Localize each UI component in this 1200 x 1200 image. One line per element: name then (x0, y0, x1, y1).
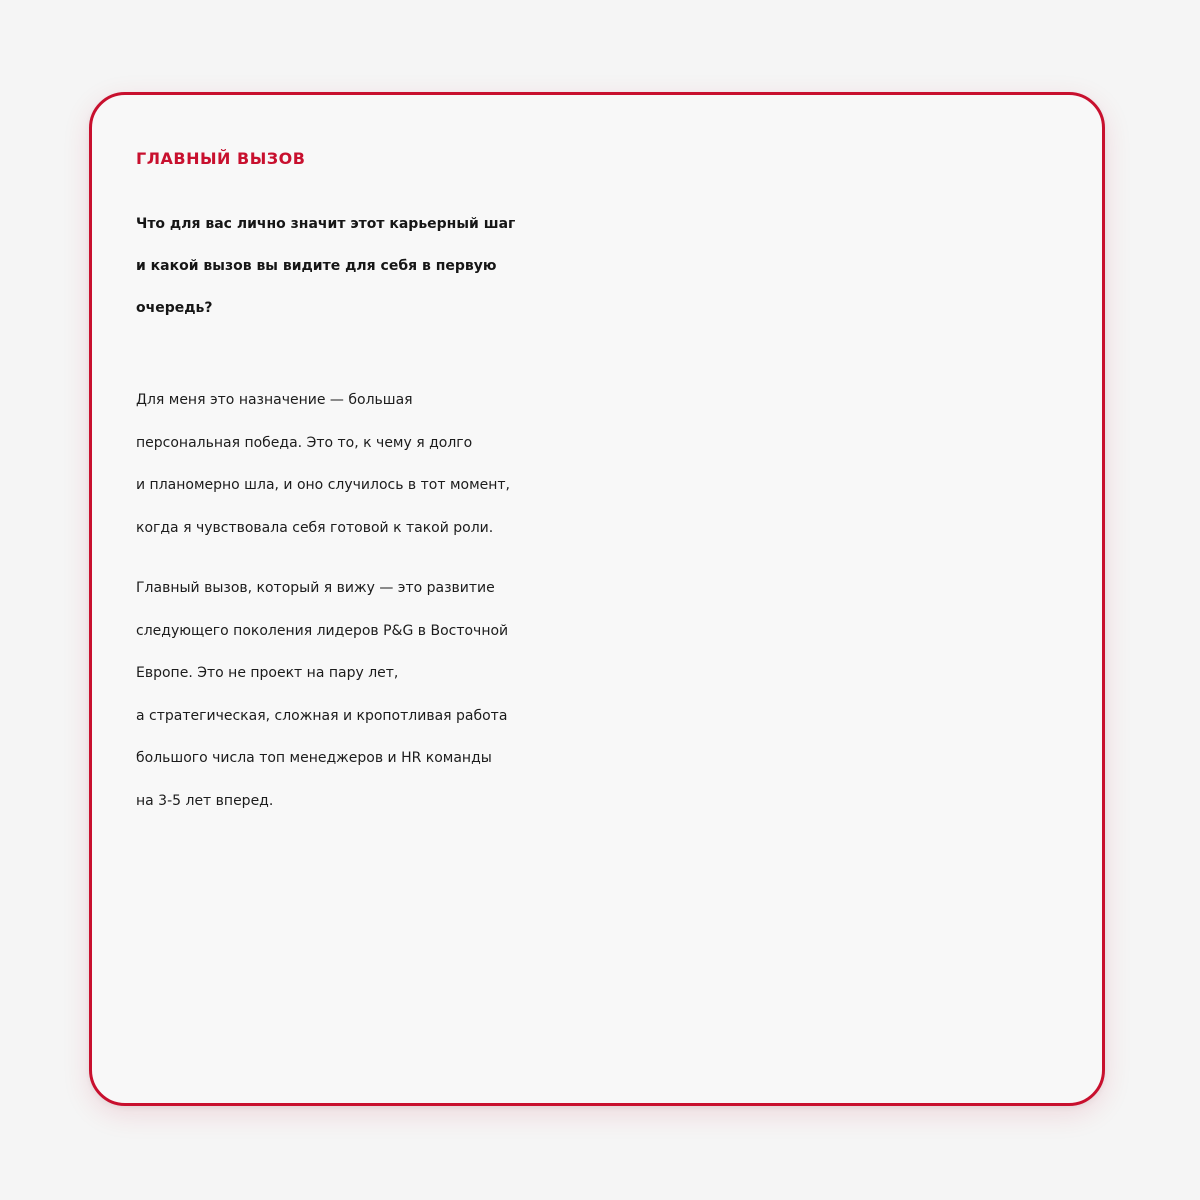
answer-line: Для меня это назначение — большая (136, 392, 413, 408)
card-title: ГЛАВНЫЙ ВЫЗОВ (136, 149, 306, 168)
interview-question (136, 203, 1076, 329)
answer-line: Европе. Это не проект на пару лет, (136, 665, 399, 681)
question-line: Что для вас лично значит этот карьерный шаг (136, 216, 516, 232)
answer-paragraph-1 (136, 379, 1076, 549)
answer-line: на 3-5 лет вперед. (136, 792, 274, 809)
interview-card (89, 92, 1105, 1106)
question-line: и какой вызов вы видите для себя в первую (136, 258, 497, 274)
answer-line: персональная победа. Это то, к чему я долго (136, 434, 473, 451)
card-content (136, 135, 1076, 822)
answer-line: когда я чувствовала себя готовой к такой роли. (136, 519, 494, 536)
answer-line: следующего поколения лидеров P&G в Восточной (136, 622, 509, 639)
answer-line: а стратегическая, сложная и кропотливая работа (136, 707, 508, 724)
answer-line: и планомерно шла, и оно случилось в тот момент, (136, 477, 511, 493)
answer-line: большого числа топ менеджеров и HR команды (136, 750, 492, 766)
question-line: очередь? (136, 300, 213, 316)
answer-line: Главный вызов, который я вижу — это развитие (136, 580, 495, 596)
answer-paragraph-2 (136, 567, 1076, 822)
